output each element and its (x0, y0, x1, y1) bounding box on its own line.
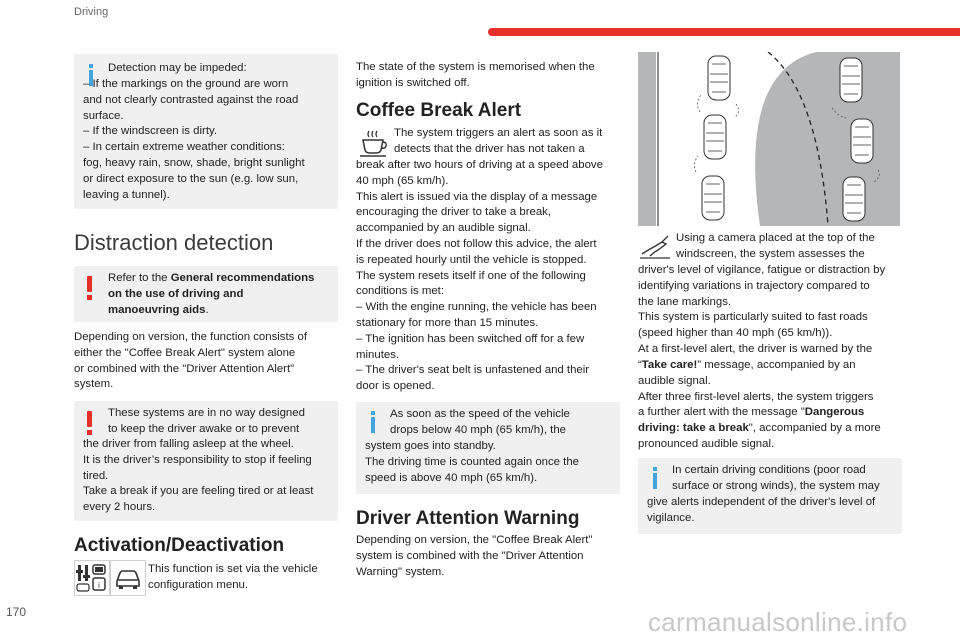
info-text: system goes into standby. The driving time is counted again once the speed is above 40 mph (65 km/h). (365, 440, 580, 484)
coffee-text: break after two hours of driving at a speed above 40 mph (65 km/h). This alert is issued via the display of a message encouraging the driver to take a break, accompanied by an audible signal. If the driver does not follow this advice, the alert is repeated hourly until the vehicle is stopped. The system resets itself if one of the following conditions is met: – With the engine running, the vehicle has been stationary for more than 15 minutes. – The ignition has been switched off for a few minutes. – The driver's seat belt is unfastened and their door is opened. (356, 159, 603, 393)
svg-text:i: i (98, 581, 100, 590)
heading-activation: Activation/Deactivation (74, 535, 285, 556)
warning-box-awake (74, 401, 338, 521)
info-box-conditions (638, 458, 902, 534)
camera-text: Using a camera placed at the top of the windscreen, the system assesses the (676, 232, 875, 260)
info-icon (651, 467, 659, 489)
header-accent-bar (488, 28, 960, 36)
heading-coffee-break-alert: Coffee Break Alert (356, 100, 522, 121)
alert-text: “Take care!” message, accompanied by an audible signal. After three first-level alerts, the system triggers a further alert with the message "Dangerous driving: take a break", accompanied by a more pronounced audible signal. (638, 359, 881, 450)
watermark: carmanualsonline.info (648, 607, 908, 637)
info-text: – If the markings on the ground are worn and not clearly contrasted against the road surface. – If the windscreen is dirty. – In certain extreme weather conditions: fog, heavy rain, snow, shade, bright sunlight or direct exposure to the sun (e.g. low sun, leaving a tunnel). (83, 78, 305, 201)
section-title: Driving (74, 6, 109, 18)
coffee-cup-icon (356, 128, 390, 158)
info-text: Detection may be impeded: (108, 62, 247, 74)
info-text: As soon as the speed of the vehicle drops below 40 mph (65 km/h), the (390, 408, 570, 436)
info-text: In certain driving conditions (poor road surface or strong winds), the system may (672, 464, 880, 492)
warning-icon (87, 276, 93, 300)
car-icon (110, 560, 146, 596)
warning-icon (87, 411, 93, 435)
paragraph: The state of the system is memorised when the ignition is switched off. (356, 61, 595, 89)
warning-text: These systems are in no way designed to keep the driver awake or to prevent (108, 407, 305, 435)
coffee-text: The system triggers an alert as soon as it detects that the driver has not taken a (394, 127, 603, 155)
paragraph: Depending on version, the function consists of either the "Coffee Break Alert" system alone or combined with the "Driver Attention Alert" system. (74, 331, 308, 391)
warning-text: Refer to the General recommendations on the use of driving and manoeuvring aids. (108, 272, 315, 316)
info-box-detection (74, 54, 338, 209)
settings-app-icon (74, 560, 110, 596)
paragraph: Depending on version, the "Coffee Break Alert" system is combined with the "Driver Attention Warning" system. (356, 534, 593, 578)
lane-trajectory-illustration (638, 52, 900, 226)
page-number: 170 (6, 605, 27, 619)
camera-text: driver's level of vigilance, fatigue or distraction by identifying variations in trajectory compared to the lane markings. This system is particularly suited to fast roads (speed higher than 40 mph (65 km/h)). At a first-level alert, the driver is warned by the (638, 264, 886, 355)
warning-box-general (74, 266, 338, 322)
steering-camera-icon (638, 230, 672, 260)
heading-driver-attention-warning: Driver Attention Warning (356, 508, 580, 529)
info-box-standby (356, 402, 620, 494)
info-icon (369, 411, 377, 433)
warning-text: the driver from falling asleep at the wheel. It is the driver’s responsibility to stop if feeling tired. Take a break if you are feeling tired or at least every 2 hours. (83, 438, 314, 514)
heading-distraction-detection: Distraction detection (74, 230, 274, 255)
activation-text: This function is set via the vehicle configuration menu. (148, 563, 318, 591)
info-text: give alerts independent of the driver's level of vigilance. (647, 496, 876, 524)
